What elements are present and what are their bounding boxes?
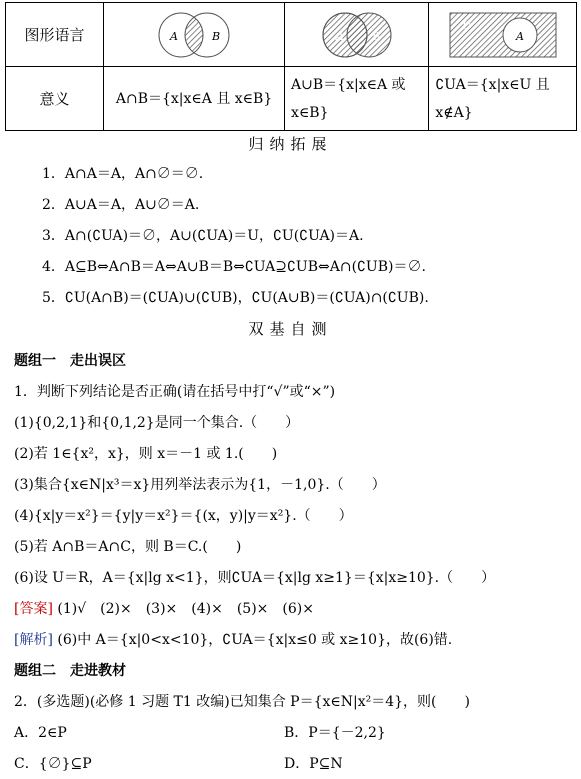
venn-union-cell	[285, 3, 429, 67]
analysis-text: (6)中 A＝{x|0<x<10}，∁UA＝{x|x≤0 或 x≥10}，故(6)错.	[57, 632, 453, 648]
venn-label-b: B	[212, 29, 221, 43]
venn-union-diagram	[314, 10, 400, 60]
union-definition: A∪B＝{x|x∈A 或 x∈B}	[285, 67, 429, 131]
intersection-definition: A∩B＝{x|x∈A 且 x∈B}	[104, 67, 285, 131]
group1-label: 题组一 走出误区	[14, 353, 126, 369]
answer-line	[14, 598, 314, 618]
venn-label-a: A	[515, 29, 524, 43]
rule-5: 5．∁U(A∩B)＝(∁UA)∪(∁UB)，∁U(A∪B)＝(∁UA)∩(∁UB).	[42, 290, 429, 306]
venn-label-u: U	[461, 18, 471, 32]
header-graphic-language: 图形语言	[6, 3, 104, 67]
venn-intersection-cell	[104, 3, 285, 67]
question-1-stem: 1．判断下列结论是否正确(请在括号中打“√”或“×”)	[14, 384, 336, 400]
judge-item-3: (3)集合{x∈N|x³＝x}用列举法表示为{1，－1,0}.（ ）	[14, 477, 386, 493]
rule-1: 1．A∩A＝A，A∩∅＝∅.	[42, 166, 204, 182]
judge-item-1: (1){0,2,1}和{0,1,2}是同一个集合.（ ）	[14, 415, 300, 431]
venn-label-b: B	[371, 29, 380, 43]
option-d: D．P⊆N	[284, 756, 343, 772]
venn-label-a: A	[335, 29, 344, 43]
judge-item-4: (4){x|y＝x²}＝{y|y＝x²}＝{(x，y)|y＝x²}.（ ）	[14, 508, 353, 524]
venn-complement-cell	[429, 3, 577, 67]
analysis-tag: [解析]	[14, 632, 53, 648]
answer-text: (1)√ (2)× (3)× (4)× (5)× (6)×	[57, 601, 314, 617]
judge-item-2: (2)若 1∈{x²，x}，则 x＝－1 或 1.( )	[14, 446, 278, 462]
venn-complement-diagram	[448, 11, 558, 59]
judge-item-6: (6)设 U＝R，A＝{x|lg x<1}，则∁UA＝{x|lg x≥1}＝{x|x≥10}.（ ）	[14, 570, 496, 586]
analysis-line	[14, 629, 452, 649]
option-b: B．P＝{－2,2}	[284, 725, 386, 741]
rule-4: 4．A⊆B⇔A∩B＝A⇔A∪B＝B⇔∁UA⊇∁UB⇔A∩(∁UB)＝∅.	[42, 259, 426, 275]
venn-label-a: A	[170, 29, 178, 43]
venn-intersection-diagram	[148, 10, 240, 60]
option-c: C．{∅}⊆P	[14, 756, 92, 772]
answer-tag: [答案]	[14, 601, 53, 617]
complement-definition: ∁UA＝{x|x∈U 且 x∉A}	[429, 67, 577, 131]
section-title-summary: 归纳拓展	[248, 135, 333, 153]
section-title-self-test: 双基自测	[248, 320, 333, 338]
group2-label: 题组二 走进教材	[14, 663, 126, 679]
question-2-stem: 2．(多选题)(必修 1 习题 T1 改编)已知集合 P＝{x∈N|x²＝4}，则( )	[14, 694, 470, 710]
header-meaning: 意义	[6, 67, 104, 131]
set-operations-table	[5, 2, 577, 131]
judge-item-5: (5)若 A∩B＝A∩C，则 B＝C.( )	[14, 539, 242, 555]
option-a: A．2∈P	[14, 725, 67, 741]
rule-3: 3．A∩(∁UA)＝∅，A∪(∁UA)＝U，∁U(∁UA)＝A.	[42, 228, 364, 244]
rule-2: 2．A∪A＝A，A∪∅＝A.	[42, 197, 200, 213]
